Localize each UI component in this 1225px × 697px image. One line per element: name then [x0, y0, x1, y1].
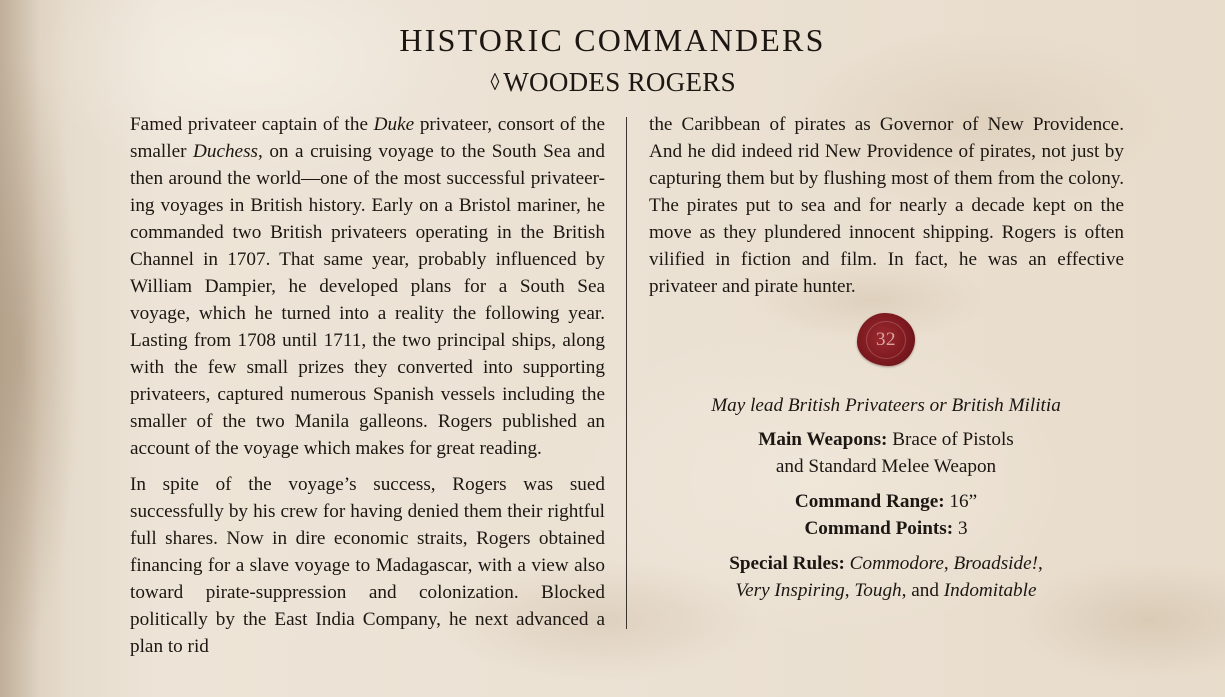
biography-paragraph-3: the Caribbean of pirates as Governor of New Providence. And he did indeed rid New Providence of pirates, not just by capturing them but by flushing most of them from the colony. The pirates put to sea and for nearly a decade kept on the move as they plundered innocent shipping. Rogers is often vilified in fiction and film. In fact, he was an effective privateer and pirate hunter. — [649, 114, 1124, 297]
column-divider — [626, 117, 627, 629]
rule-tough: Tough — [854, 580, 902, 601]
commander-name: WOODES ROGERS — [503, 67, 736, 97]
biography-paragraph-1 — [130, 111, 605, 462]
separator: , and — [901, 580, 944, 601]
points-wax-seal — [857, 313, 915, 366]
separator: , — [844, 580, 855, 601]
command-points-label: Command Points: — [804, 518, 954, 539]
command-range-value: 16” — [944, 491, 978, 512]
diamond-icon: ◊ — [490, 70, 500, 96]
biography-paragraph-2: In spite of the voyage’s success, Rogers was sued successfully by his crew for having denied them their rightful full shares. Now in dire economic straits, Rogers obtained financing for a slave voyage to Madagascar, with a view also toward pirate-suppression and colonization. Blocked politically by the East India Company, he next advanced a plan to rid — [130, 474, 605, 657]
main-weapons-value-cont: and Standard Melee Weapon — [775, 456, 997, 477]
left-text-column — [130, 111, 605, 669]
text-span: Famed privateer captain of the — [130, 114, 374, 135]
rule-commodore: Commodore — [849, 553, 944, 574]
right-text-column — [649, 111, 1124, 309]
main-weapons-entry — [686, 426, 1086, 480]
separator: , — [943, 553, 954, 574]
leads-factions-note: May lead British Privateers or British Militia — [711, 395, 1061, 416]
separator: , — [1038, 553, 1043, 574]
main-weapons-label: Main Weapons: — [758, 429, 888, 450]
commander-stats-block — [686, 392, 1086, 612]
points-value: 32 — [876, 328, 896, 350]
command-stats-entry — [686, 488, 1086, 542]
text-span: , on a cruising voyage to the South Sea and then around the world—one of the most successful privateer-ing voyages in British history. Early on a Bristol mariner, he commanded two British privateers operating in the British Channel in 1707. That same year, probably influenced by William Dampier, he developed plans for a South Sea voyage, which he turned into a reality the following year. Lasting from 1708 until 1711, the two principal ships, along with the few small prizes they converted into supporting privateers, captured numerous Spanish vessels including the smaller of the two Manila galleons. Rogers published an account of the voyage which makes for great reading. — [130, 141, 605, 459]
ship-name-duchess: Duchess — [193, 141, 259, 162]
command-points-value: 3 — [953, 518, 968, 539]
special-rules-label: Special Rules: — [729, 553, 845, 574]
main-weapons-value: Brace of Pistols — [887, 429, 1014, 450]
text-span: privateer, consort of the smaller — [130, 114, 605, 162]
rule-broadside: Broadside! — [953, 553, 1038, 574]
ship-name-duke: Duke — [373, 114, 415, 135]
commander-name-heading — [0, 67, 1225, 98]
command-range-label: Command Range: — [794, 491, 945, 512]
page-title: HISTORIC COMMANDERS — [399, 22, 826, 58]
rule-very-inspiring: Very Inspiring — [735, 580, 845, 601]
special-rules-entry — [686, 550, 1086, 604]
rule-indomitable: Indomitable — [943, 580, 1037, 601]
page-edge-shadow — [0, 0, 40, 697]
